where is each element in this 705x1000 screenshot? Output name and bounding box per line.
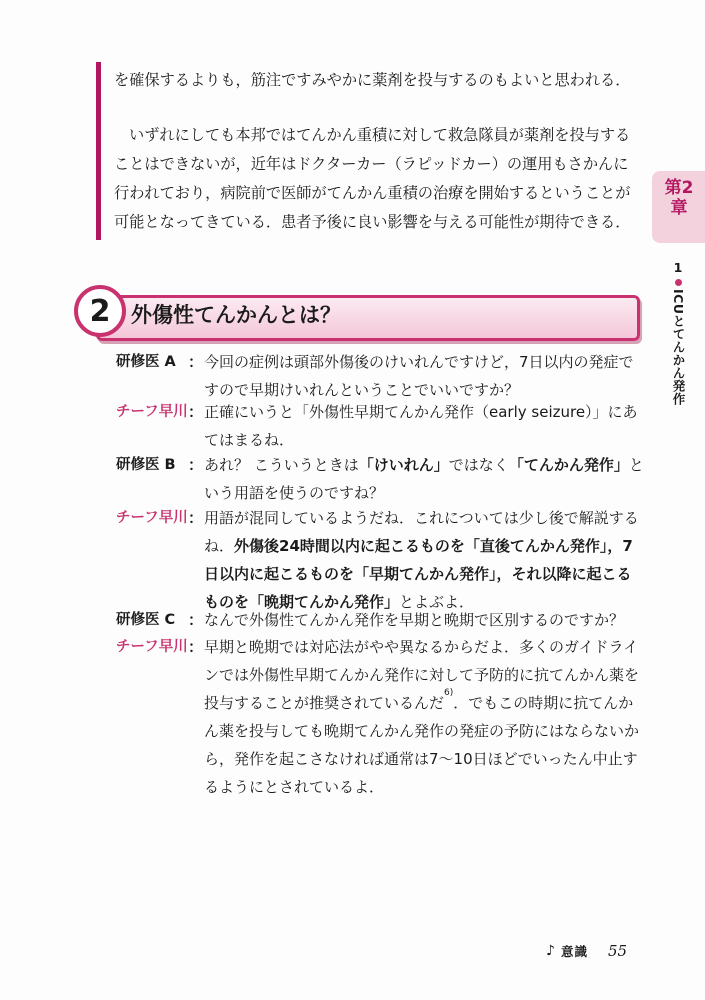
utterance: 今回の症例は頭部外傷後のけいれんですけど，7日以内の発症ですので早期けいれんということでいいですか？: [204, 353, 634, 399]
speaker-label: 研修医 A: [116, 354, 176, 370]
dialogue-turn: [116, 633, 646, 801]
speaker-label: 研修医 C: [116, 612, 176, 628]
reference-marker: 6): [444, 688, 454, 698]
section-nav-number: 1: [673, 260, 683, 275]
utterance-text: という用語を使うのですね？: [204, 456, 644, 502]
music-note-icon: ♪: [546, 943, 555, 959]
utterance: [204, 633, 644, 801]
colon: ：: [188, 509, 204, 527]
definition-text: 外傷後24時間以内に起こるものを「直後てんかん発作」，7日以内に起こるものを「早期てんかん発作」，それ以降に起こるものを「晩期てんかん発作」: [204, 537, 633, 611]
utterance: なんで外傷性てんかん発作を早期と晩期で区別するのですか？: [204, 611, 625, 629]
page-footer: [546, 942, 627, 960]
dialogue-turn: [116, 451, 646, 507]
colon: ：: [188, 353, 204, 371]
utterance-text: 用語が混同しているようだね．これについては少し後で解説するね．: [204, 509, 639, 555]
utterance-text: あれ？ こういうときは: [204, 456, 359, 474]
page-number: 55: [607, 942, 628, 960]
utterance: [204, 504, 644, 616]
section-number-badge: 2: [74, 285, 126, 337]
section-nav-title: ICUとてんかん発作: [671, 289, 686, 406]
utterance: [204, 451, 644, 507]
dialogue-turn: [116, 504, 646, 616]
speaker-label: 研修医 B: [116, 457, 176, 473]
bullet-dot-icon: [675, 279, 682, 286]
dialogue-turn: [116, 348, 646, 404]
speaker-label: チーフ早川: [116, 404, 188, 420]
colon: ：: [188, 456, 204, 474]
section-nav: [666, 260, 690, 405]
quote-paragraph-1: を確保するよりも，筋注ですみやかに薬剤を投与するのもよいと思われる．: [114, 71, 631, 89]
utterance: 正確にいうと「外傷性早期てんかん発作（early seizure）」にあてはまるね．: [204, 403, 638, 449]
term-tenkan-hossa: 「てんかん発作」: [508, 456, 629, 474]
chapter-label: 第2章: [664, 178, 694, 218]
speaker-label: チーフ早川: [116, 639, 188, 655]
colon: ：: [188, 638, 204, 656]
section-title: 外傷性てんかんとは？: [131, 303, 341, 327]
dialogue-turn: [116, 606, 646, 634]
quote-paragraph-2: いずれにしても本邦ではてんかん重積に対して救急隊員が薬剤を投与することはできないが，近年はドクターカー（ラピッドカー）の運用もさかんに行われており，病院前で医師がてんかん重積の治療を開始するということが可能となってきている．患者予後に良い影響を与える可能性が期待できる．: [114, 126, 631, 231]
colon: ：: [188, 403, 204, 421]
utterance-text: ．でもこの時期に抗てんかん薬を投与しても晩期てんかん発作の発症の予防にはならないから，発作を起こさなければ通常は7〜10日ほどでいったん中止するようにとされているよ．: [204, 694, 640, 796]
utterance-text: 早期と晩期では対応法がやや異なるからだよ．多くのガイドラインでは外傷性早期てんかん発作に対して予防的に抗てんかん薬を投与することが推奨されているんだ: [204, 638, 640, 712]
dialogue-turn: [116, 398, 646, 454]
speaker-label: チーフ早川: [116, 510, 188, 526]
term-keiren: 「けいれん」: [358, 456, 449, 474]
utterance-text: ではなく: [448, 456, 509, 474]
footer-section-name: 意識: [560, 944, 588, 959]
colon: ：: [188, 611, 204, 629]
utterance-text: とよぶよ．: [399, 593, 475, 611]
